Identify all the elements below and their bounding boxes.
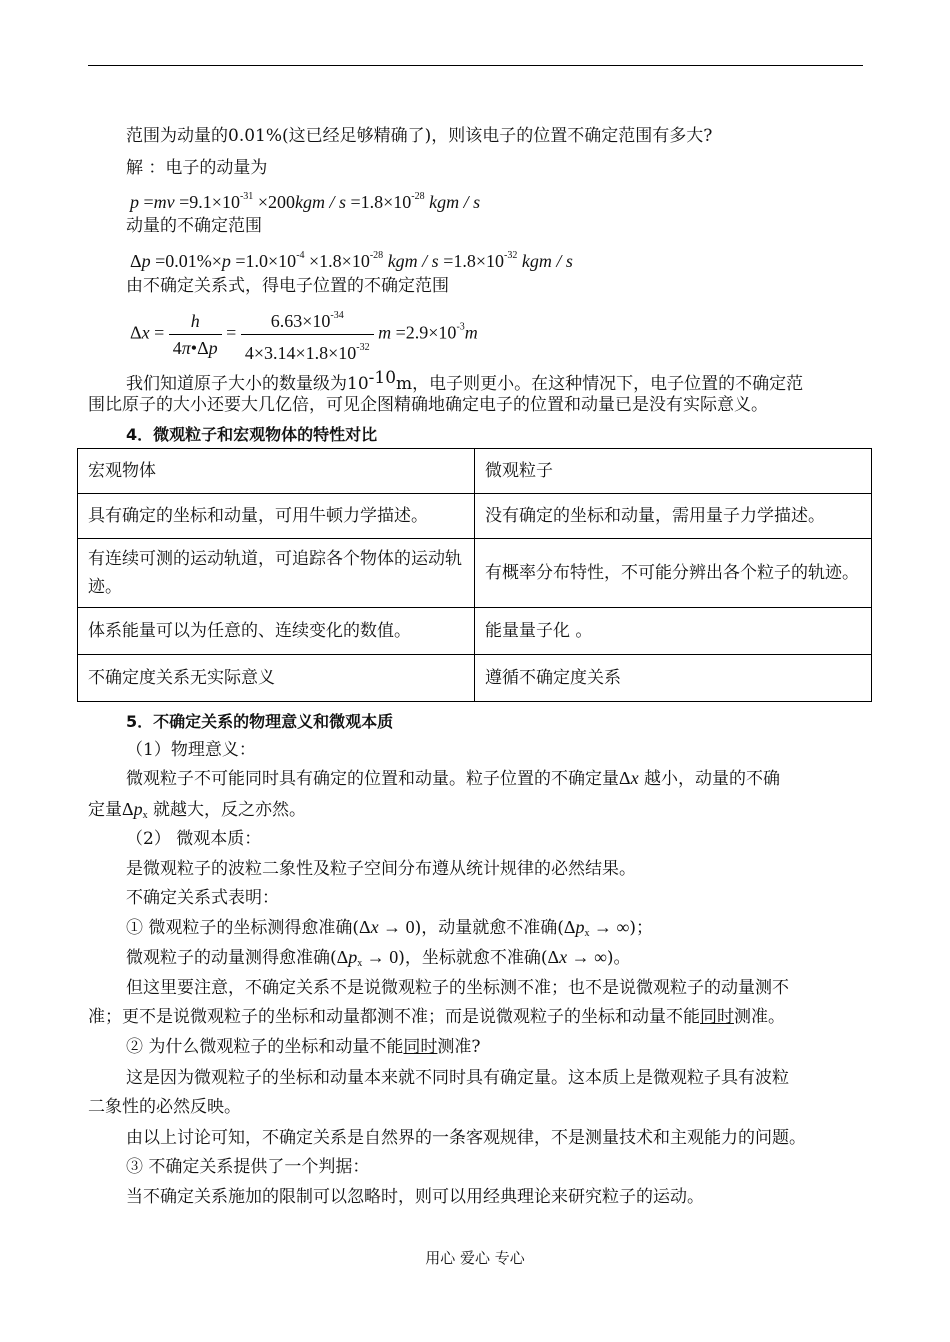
paragraph-line: 定量$\Delta p_x$ 就越大，反之亦然。 <box>88 799 306 821</box>
subsection-heading: （1）物理意义： <box>126 740 256 760</box>
table-cell: 体系能量可以为任意的、连续变化的数值。 <box>78 608 475 655</box>
table-cell: 遵循不确定度关系 <box>475 655 872 702</box>
momentum-equation: $p =mv =9.1\times 10^{-31} \times 200kgm / s =1.8\times 10^{-28}$ kgm / s <box>130 191 481 212</box>
section-heading: 4．微观粒子和宏观物体的特性对比 <box>126 425 378 444</box>
table-header-cell: 宏观物体 <box>78 449 475 494</box>
paragraph-line: 我们知道原子大小的数量级为10-10m，电子则更小。在这种情况下，电子位置的不确定范 <box>126 368 804 394</box>
comparison-table <box>77 448 872 702</box>
paragraph-line: 不确定关系式表明： <box>126 888 279 908</box>
paragraph-line: 微观粒子不可能同时具有确定的位置和动量。粒子位置的不确定量Δx 越小，动量的不确 <box>126 768 780 789</box>
paragraph-line: 围比原子的大小还要大几亿倍，可见企图精确地确定电子的位置和动量已是没有实际意义。 <box>88 395 768 415</box>
paragraph-line: 范围为动量的0.01%(这已经足够精确了)，则该电子的位置不确定范围有多大? <box>126 126 713 146</box>
page-footer: 用心 爱心 专心 <box>425 1249 525 1267</box>
paragraph-line: ② 为什么微观粒子的坐标和动量不能同时测准? <box>126 1037 481 1057</box>
paragraph-line: 微观粒子的动量测得愈准确$(\Delta p_x \to 0)$，坐标就愈不准确(Δx → ∞)。 <box>126 947 631 969</box>
table-header-cell: 微观粒子 <box>475 449 872 494</box>
table-cell: 有概率分布特性，不可能分辨出各个粒子的轨迹。 <box>475 539 872 608</box>
table-cell: 没有确定的坐标和动量，需用量子力学描述。 <box>475 494 872 539</box>
table-cell: 不确定度关系无实际意义 <box>78 655 475 702</box>
paragraph-line: 但这里要注意，不确定关系不是说微观粒子的坐标测不准；也不是说微观粒子的动量测不 <box>126 978 789 998</box>
table-cell: 能量量子化 。 <box>475 608 872 655</box>
paragraph-line: 动量的不确定范围 <box>126 216 262 236</box>
header-rule <box>88 65 863 66</box>
table-row <box>78 608 872 655</box>
paragraph-line: 由不确定关系式，得电子位置的不确定范围 <box>126 276 449 296</box>
table-header-row <box>78 449 872 494</box>
table-cell: 具有确定的坐标和动量，可用牛顿力学描述。 <box>78 494 475 539</box>
paragraph-line: ① 微观粒子的坐标测得愈准确(Δx → 0)，动量就愈不准确($\Delta p_x$ → ∞)； <box>126 917 653 939</box>
paragraph-line: 解 ：电子的动量为 <box>126 158 268 178</box>
paragraph-line: 是微观粒子的波粒二象性及粒子空间分布遵从统计规律的必然结果。 <box>126 859 636 879</box>
position-uncertainty-equation: Δx = $\frac{h}{4\pi•\Delta p}$ = $\frac{6.63\times 10^{-34}}{4\times 3.14\times 1.8\times 10^{-32}}$ $m =2.9\times 10^{-3}m$ <box>130 303 478 366</box>
table-row <box>78 655 872 702</box>
paragraph-line: ③ 不确定关系提供了一个判据： <box>126 1157 370 1177</box>
table-cell: 有连续可测的运动轨道，可追踪各个物体的运动轨迹。 <box>78 539 475 608</box>
paragraph-line: 准；更不是说微观粒子的坐标和动量都测不准；而是说微观粒子的坐标和动量不能同时测准。 <box>88 1007 785 1027</box>
paragraph-line: 二象性的必然反映。 <box>88 1097 241 1117</box>
paragraph-line: 由以上讨论可知，不确定关系是自然界的一条客观规律，不是测量技术和主观能力的问题。 <box>126 1128 806 1148</box>
momentum-uncertainty-equation: $\Delta p =0.01\%\times p =1.0\times 10^{-4} \times 1.8\times 10^{-28}$ kgm / $s =1.8\times 10^{-32}$ kgm / s <box>130 250 573 271</box>
paragraph-line: 这是因为微观粒子的坐标和动量本来就不同时具有确定量。这本质上是微观粒子具有波粒 <box>126 1068 789 1088</box>
paragraph-line: 当不确定关系施加的限制可以忽略时，则可以用经典理论来研究粒子的运动。 <box>126 1187 704 1207</box>
table-row <box>78 539 872 608</box>
table-row <box>78 494 872 539</box>
subsection-heading: （2） 微观本质： <box>126 829 262 849</box>
section-heading: 5．不确定关系的物理意义和微观本质 <box>126 712 394 731</box>
